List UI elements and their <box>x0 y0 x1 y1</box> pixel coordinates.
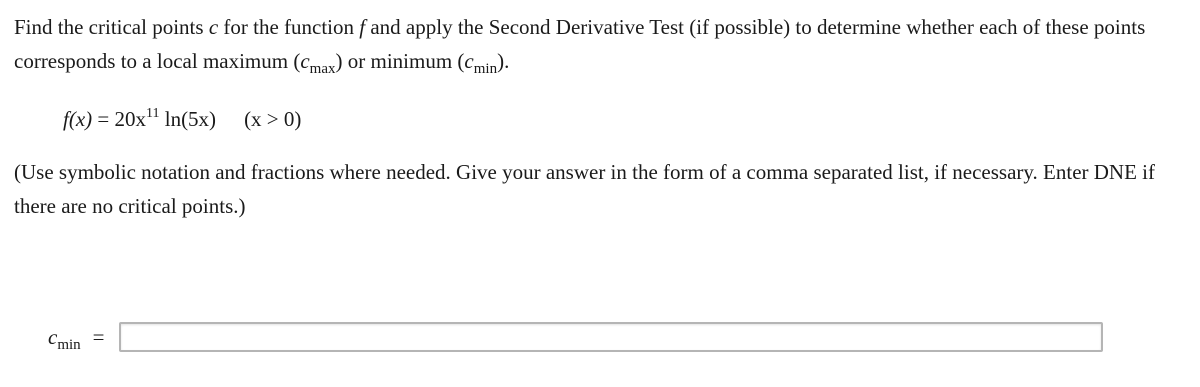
answer-c-symbol: c <box>48 324 58 349</box>
f-symbol: f <box>359 15 366 39</box>
answer-equals: = <box>92 324 105 349</box>
formula-coefficient: 20x <box>114 107 146 131</box>
answer-instructions: (Use symbolic notation and fractions where needed. Give your answer in the form of a comma separated list, if necessary. Enter DNE if there are no critical points.) <box>14 160 1156 218</box>
function-formula <box>63 102 301 136</box>
formula-lhs: f(x) <box>63 107 93 131</box>
prompt-mid-text: for the function <box>218 15 360 39</box>
max-subscript: max <box>309 61 336 77</box>
answer-label <box>48 324 81 353</box>
c-symbol: c <box>208 15 219 39</box>
question-prompt <box>14 10 1189 78</box>
formula-equals: = <box>97 107 110 131</box>
answer-min-subscript: min <box>57 336 81 353</box>
formula-domain-condition: (x > 0) <box>244 107 302 131</box>
prompt-end-text: and apply the Second Derivative Test (if possible) to determine whether each of these points corresponds to a local maximum ( <box>14 15 1146 73</box>
prompt-close-text: ). <box>497 49 510 73</box>
min-subscript: min <box>473 61 498 77</box>
c-min-symbol: c <box>464 49 474 73</box>
or-min-text: ) or minimum ( <box>335 49 465 73</box>
formula-exponent: 11 <box>146 106 160 121</box>
c-max-symbol: c <box>300 49 310 73</box>
answer-row <box>48 319 1103 355</box>
prompt-start-text: Find the critical points <box>14 15 209 39</box>
formula-log-term: ln(5x) <box>159 107 217 131</box>
c-min-answer-input[interactable] <box>119 322 1103 352</box>
